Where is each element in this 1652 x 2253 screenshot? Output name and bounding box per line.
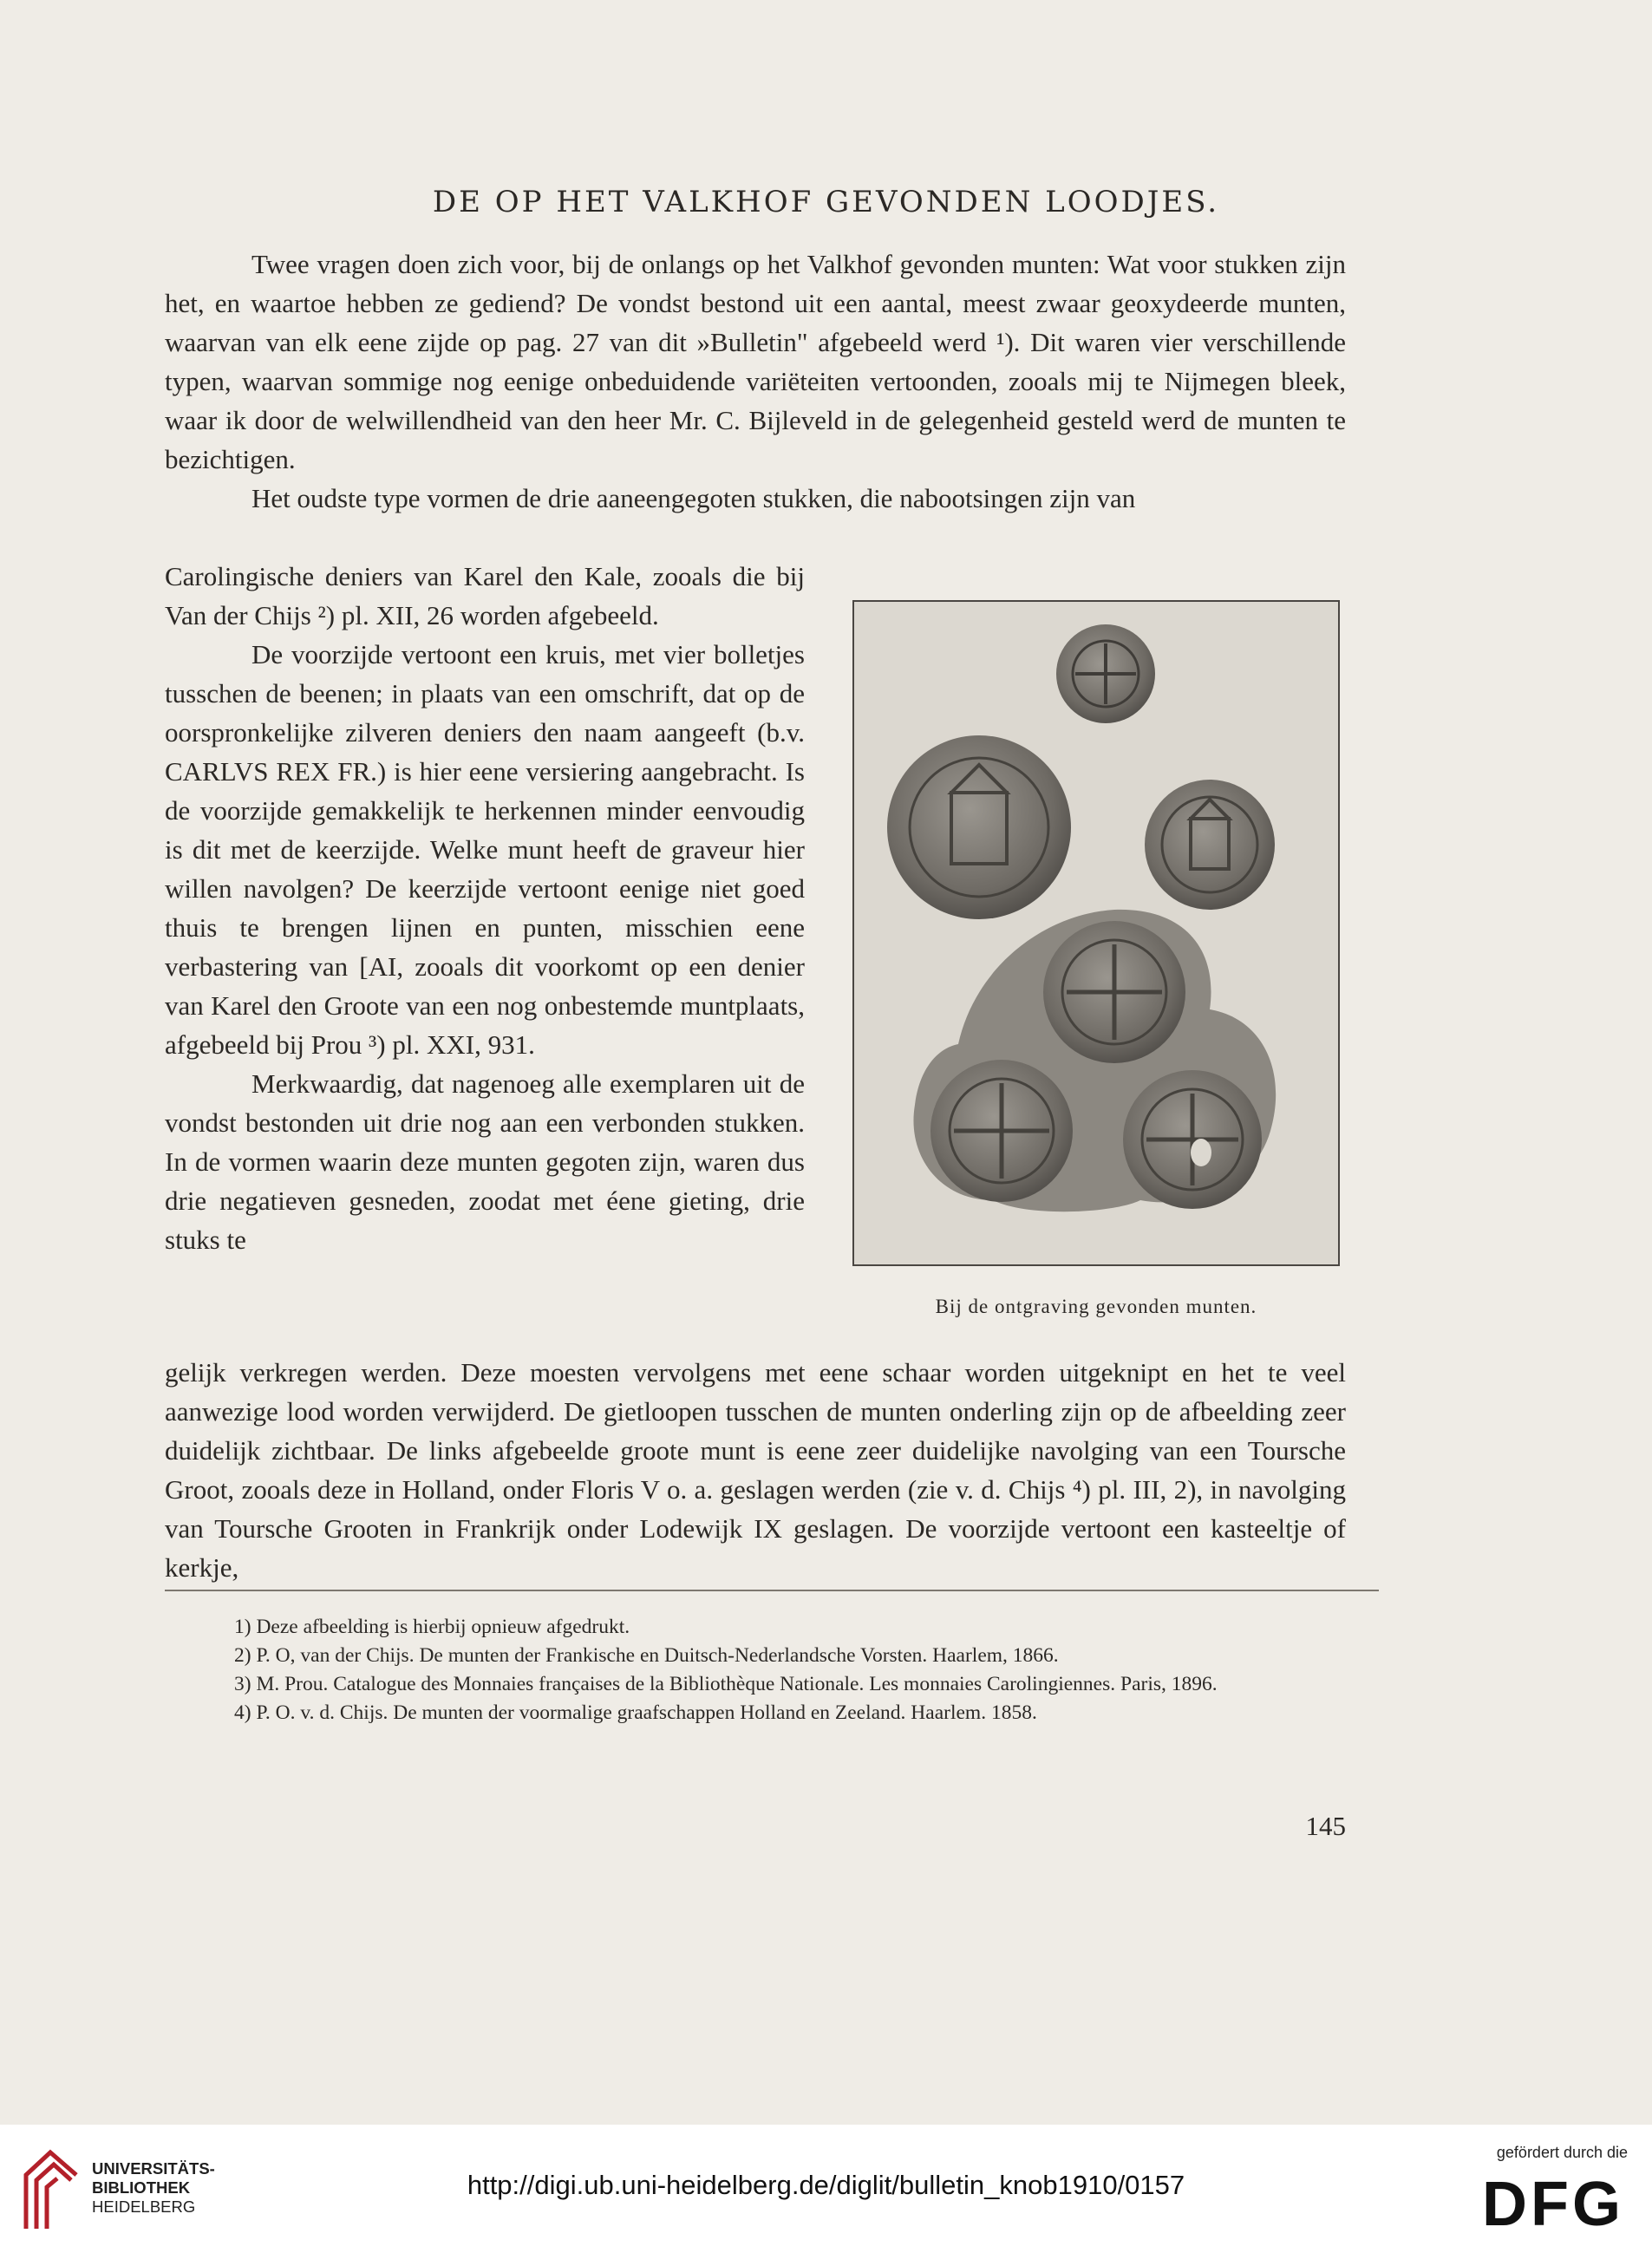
wrapped-text: [165, 557, 805, 1259]
footnotes: [165, 1613, 1346, 1727]
footnote-2: 2) P. O, van der Chijs. De munten der Frankische en Duitsch-Nederlandsche Vorsten. Haarlem, 1866.: [234, 1644, 1059, 1667]
permalink-url[interactable]: http://digi.ub.uni-heidelberg.de/diglit/bulletin_knob1910/0157: [467, 2170, 1185, 2200]
intro-text: [165, 245, 1346, 518]
continued-text: [165, 1353, 1346, 1587]
library-name-line1: UNIVERSITÄTS-: [92, 2159, 215, 2178]
paragraph-1: Twee vragen doen zich voor, bij de onlangs op het Valkhof gevonden munten: Wat voor stukken zijn het, en waartoe hebben ze gediend? De vondst bestond uit een aantal, meest zwaar geoxydeerde munten, waarvan van elk eene zijde op pag. 27 van dit »Bulletin" afgebeeld werd ¹). Dit waren vier verschillende typen, waarvan sommige nog eenige onbeduidende variëteiten vertoonden, zooals mij te Nijmegen bleek, waar ik door de welwillendheid van den heer Mr. C. Bijleveld in de gelegenheid gesteld werd de munten te bezichtigen.: [165, 249, 1346, 474]
funder-text: gefördert durch die: [1496, 2144, 1628, 2161]
paragraph-2: Het oudste type vormen de drie aaneengegoten stukken, die nabootsingen zijn van: [251, 483, 1136, 513]
paragraph-3: De voorzijde vertoont een kruis, met vier bolletjes tusschen de beenen; in plaats van een omschrift, dat op de oorspronkelijke zilveren deniers den naam aangeeft (b.v. CARLVS REX FR.) is hier eene versiering aangebracht. Is de voorzijde gemakkelijk te herkennen minder eenvoudig is dit met de keerzijde. Welke munt heeft de graveur hier willen navolgen? De keerzijde vertoont eenige niet goed thuis te brengen lijnen en punten, misschien eene verbastering van [AI, zooals dit voorkomt op een denier van Karel den Groote van een nog onbestemde muntplaats, afgebeeld bij Prou ³) pl. XXI, 931.: [165, 639, 805, 1060]
small-coin: [1056, 624, 1155, 723]
figure-caption: Bij de ontgraving gevonden munten.: [935, 1296, 1257, 1317]
footnote-3: 3) M. Prou. Catalogue des Monnaies françaises de la Bibliothèque Nationale. Les monnaies Carolingiennes. Paris, 1896.: [234, 1673, 1218, 1695]
footnote-divider: [165, 1590, 1379, 1591]
library-name-line2: BIBLIOTHEK: [92, 2178, 191, 2197]
paragraph-2-continued: Carolingische deniers van Karel den Kale, zooals die bij Van der Chijs ²) pl. XII, 26 worden afgebeeld.: [165, 561, 805, 630]
article-title: DE OP HET VALKHOF GEVONDEN LOODJES.: [432, 185, 1220, 219]
library-name-line3: HEIDELBERG: [92, 2197, 196, 2216]
dfg-logo-icon: [1459, 2175, 1624, 2230]
dfg-logo-text: DFG: [1482, 2175, 1624, 2230]
paragraph-4: Merkwaardig, dat nagenoeg alle exemplaren uit de vondst bestonden uit drie nog aan een verbonden stukken. In de vormen waarin deze munten gegoten zijn, waren dus drie negatieven gesneden, zoodat met éene gieting, drie stuks te: [165, 1068, 805, 1255]
church-coin: [1145, 780, 1275, 910]
footnote-1: 1) Deze afbeelding is hierbij opnieuw afgedrukt.: [234, 1616, 630, 1638]
footnote-4: 4) P. O. v. d. Chijs. De munten der voormalige graafschappen Holland en Zeeland. Haarlem. 1858.: [234, 1701, 1037, 1724]
page-number: 145: [1305, 1811, 1346, 1841]
digitization-banner: [0, 2125, 1652, 2253]
tournois-coin: [887, 735, 1071, 919]
coins-photograph: [852, 600, 1340, 1266]
coins-illustration: [854, 602, 1338, 1264]
paragraph-4-continued: gelijk verkregen werden. Deze moesten vervolgens met eene schaar worden uitgeknipt en het te veel aanwezige lood worden verwijderd. De gietloopen tusschen de munten onderling zijn op de afbeelding zeer duidelijk zichtbaar. De links afgebeelde groote munt is eene zeer duidelijke navolging van een Toursche Groot, zooals deze in Holland, onder Floris V o. a. geslagen werden (zie v. d. Chijs ⁴) pl. III, 2), in navolging van Toursche Grooten in Frankrijk onder Lodewijk IX geslagen. De voorzijde vertoont een kasteeltje of kerkje,: [165, 1357, 1346, 1583]
